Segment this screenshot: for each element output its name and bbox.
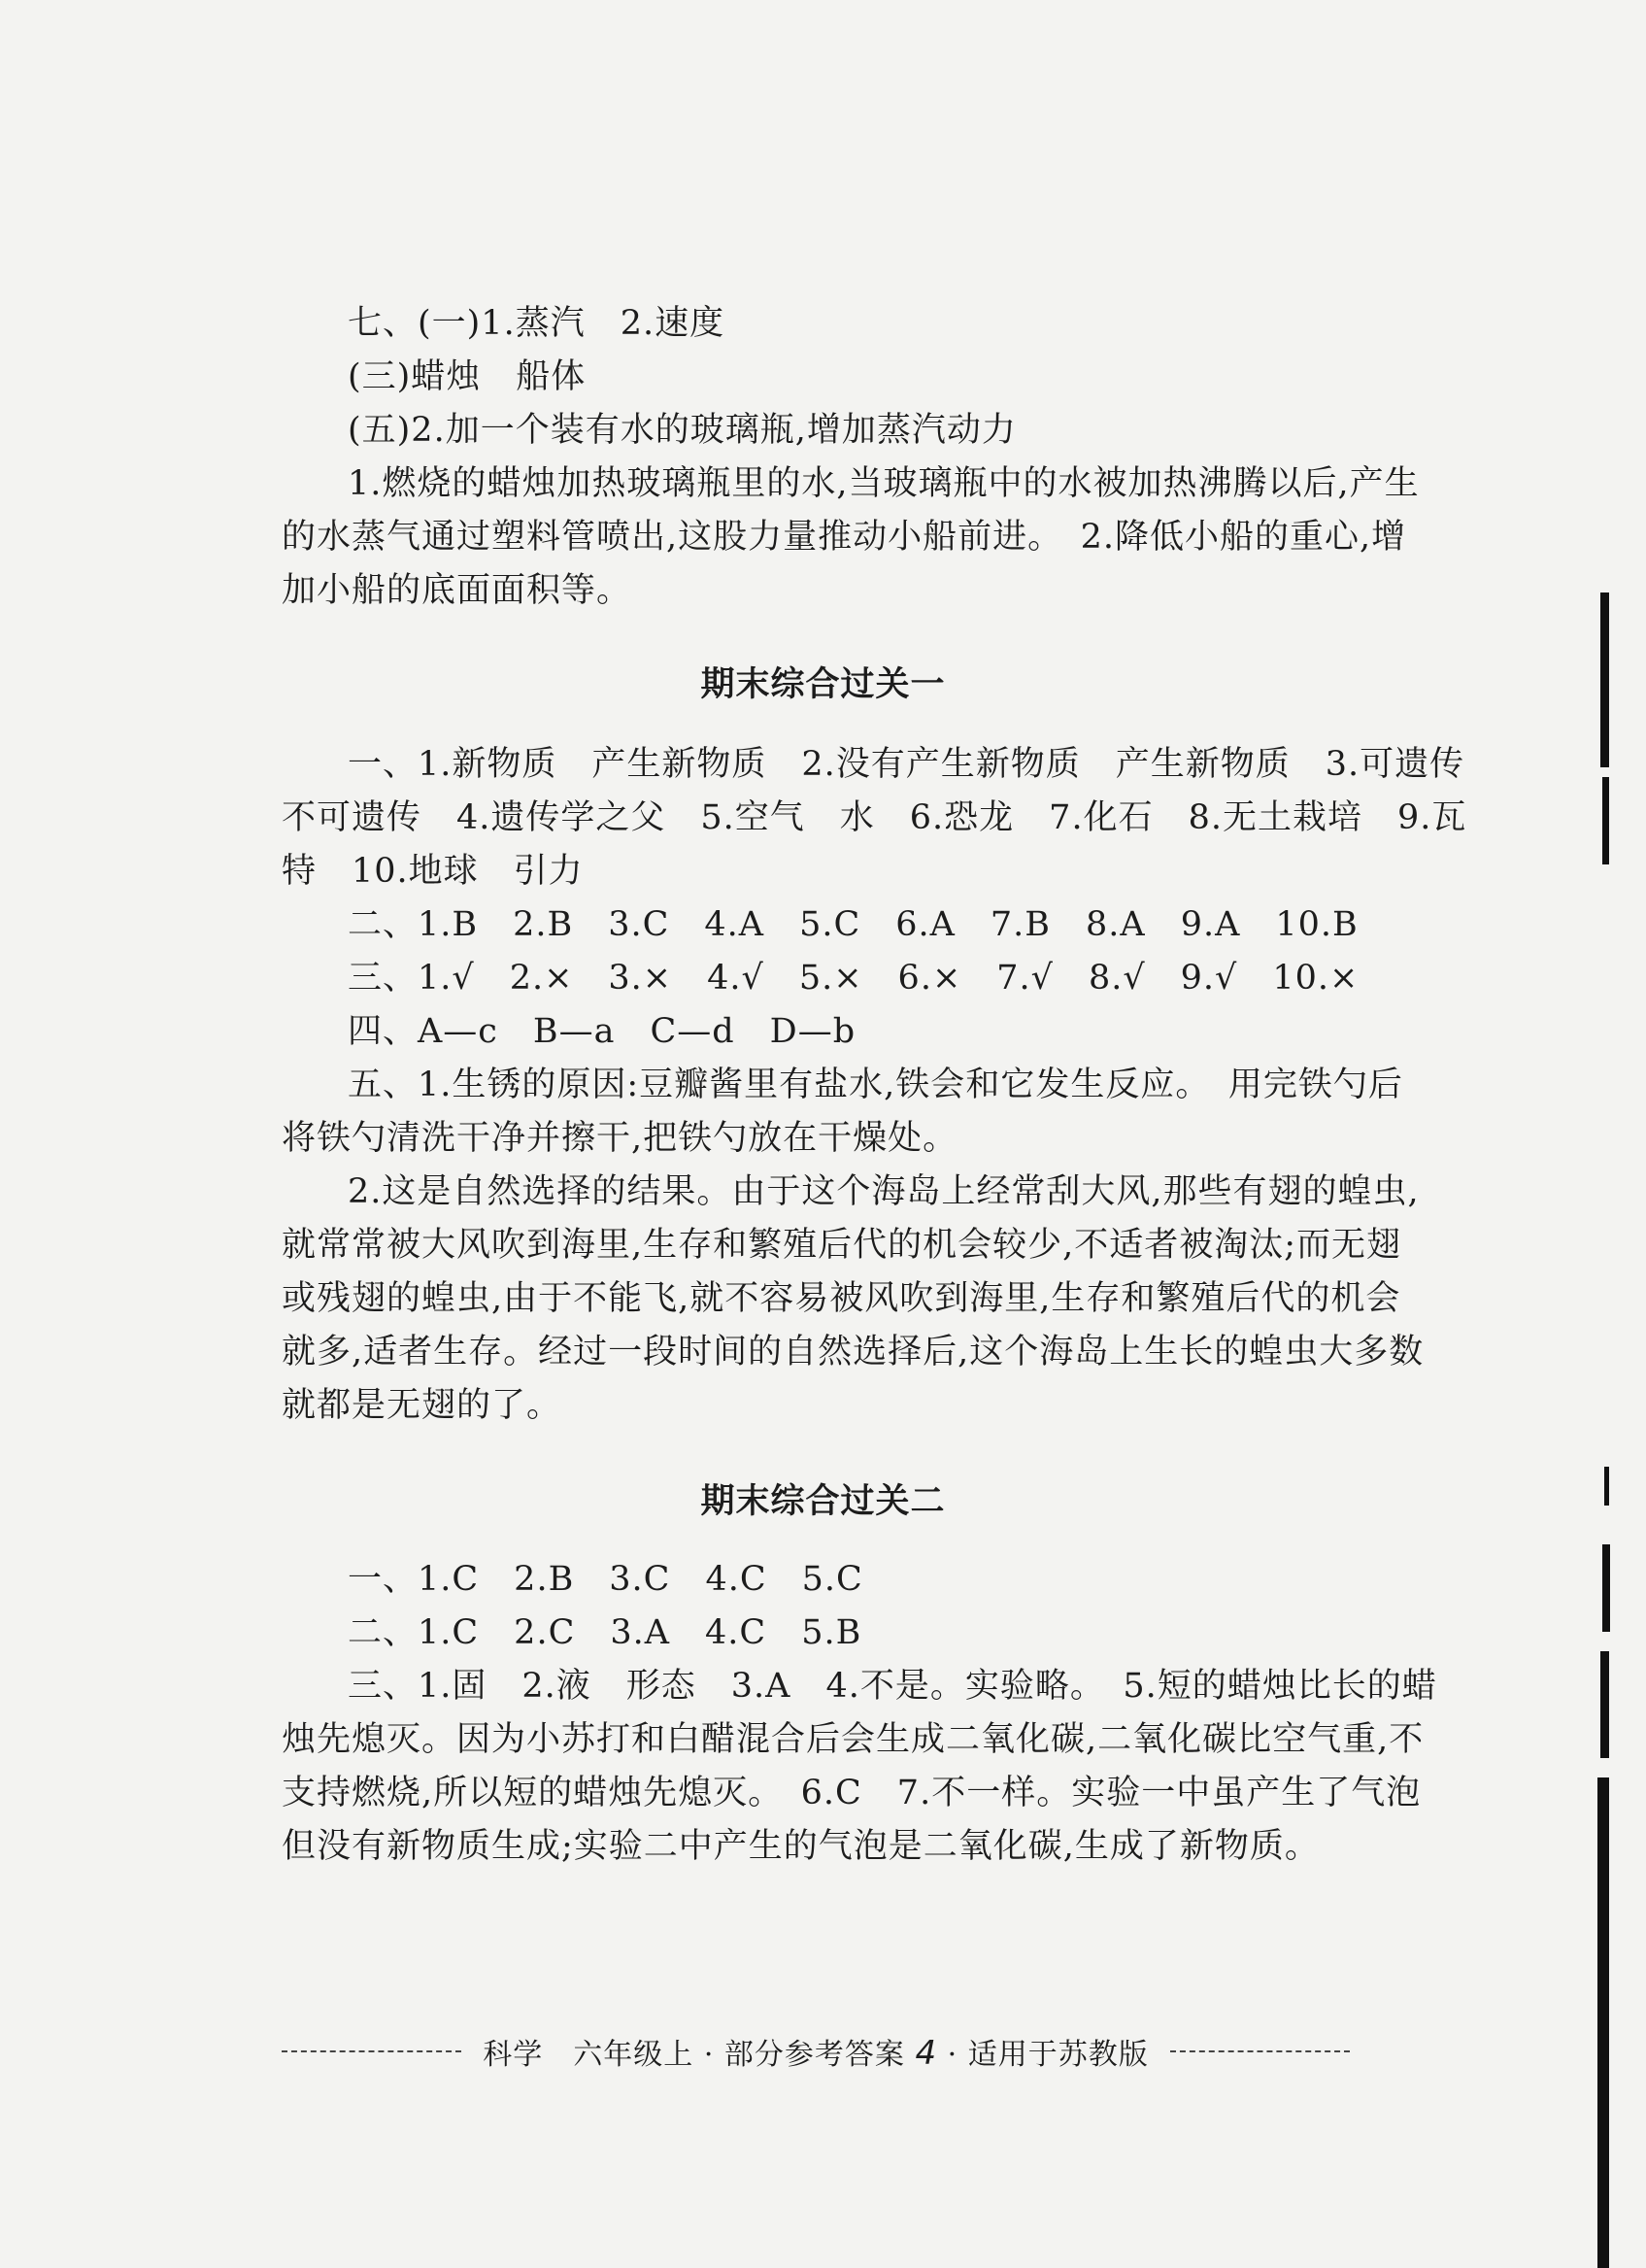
answer-line: 支持燃烧,所以短的蜡烛先熄灭。 6.C 7.不一样。实验一中虽产生了气泡	[282, 1774, 1422, 1812]
answer-line: 四、A—c B—a C—d D—b	[348, 1012, 857, 1051]
page-footer	[282, 2030, 1350, 2073]
answer-line: 烛先熄灭。因为小苏打和白醋混合后会生成二氧化碳,二氧化碳比空气重,不	[282, 1720, 1425, 1759]
answer-line: 一、1.新物质 产生新物质 2.没有产生新物质 产生新物质 3.可遗传	[348, 745, 1465, 784]
answer-line: 一、1.C 2.B 3.C 4.C 5.C	[348, 1560, 863, 1599]
answer-line: 2.这是自然选择的结果。由于这个海岛上经常刮大风,那些有翅的蝗虫,	[348, 1172, 1420, 1211]
scan-edge-mark	[1602, 777, 1609, 864]
answer-line: 将铁勺清洗干净并擦干,把铁勺放在干燥处。	[282, 1119, 958, 1158]
scan-edge-mark	[1604, 1467, 1609, 1506]
answer-line: 但没有新物质生成;实验二中产生的气泡是二氧化碳,生成了新物质。	[282, 1827, 1320, 1866]
answer-line: 七、(一)1.蒸汽 2.速度	[348, 304, 725, 343]
scan-edge-mark	[1597, 1777, 1609, 2268]
answer-line: 就多,适者生存。经过一段时间的自然选择后,这个海岛上生长的蝗虫大多数	[282, 1333, 1425, 1371]
footer-text	[461, 2030, 1169, 2073]
footer-rule-left	[282, 2050, 461, 2052]
answer-line: 三、1.√ 2.× 3.× 4.√ 5.× 6.× 7.√ 8.√ 9.√ 10.×	[348, 959, 1360, 998]
answer-line: 特 10.地球 引力	[282, 852, 584, 891]
section-title: 期末综合过关一	[700, 664, 946, 704]
answer-line: 加小船的底面面积等。	[282, 571, 632, 610]
footer-rule-right	[1170, 2050, 1350, 2052]
scan-edge-mark	[1600, 592, 1609, 767]
answer-line: 1.燃烧的蜡烛加热玻璃瓶里的水,当玻璃瓶中的水被加热沸腾以后,产生	[348, 464, 1420, 503]
answer-line: 就都是无翅的了。	[282, 1386, 562, 1425]
answer-line: (三)蜡烛 船体	[348, 357, 587, 396]
footer-subject: 科学 六年级上 · 部分参考答案	[483, 2038, 905, 2072]
scan-edge-mark	[1602, 1544, 1610, 1632]
footer-edition: · 适用于苏教版	[947, 2038, 1149, 2072]
answer-line: 或残翅的蝗虫,由于不能飞,就不容易被风吹到海里,生存和繁殖后代的机会	[282, 1279, 1401, 1318]
answer-line: 二、1.C 2.C 3.A 4.C 5.B	[348, 1613, 862, 1652]
page-number: 4	[915, 2034, 938, 2073]
answer-line: 五、1.生锈的原因:豆瓣酱里有盐水,铁会和它发生反应。 用完铁勺后	[348, 1066, 1403, 1104]
answer-line: 不可遗传 4.遗传学之父 5.空气 水 6.恐龙 7.化石 8.无土栽培 9.瓦	[282, 798, 1467, 837]
answer-line: 的水蒸气通过塑料管喷出,这股力量推动小船前进。 2.降低小船的重心,增	[282, 518, 1407, 557]
answer-line: 二、1.B 2.B 3.C 4.A 5.C 6.A 7.B 8.A 9.A 10.B	[348, 905, 1359, 944]
answer-line: 三、1.固 2.液 形态 3.A 4.不是。实验略。 5.短的蜡烛比长的蜡	[348, 1667, 1437, 1706]
scan-edge-mark	[1600, 1651, 1609, 1758]
answer-line: 就常常被大风吹到海里,生存和繁殖后代的机会较少,不适者被淘汰;而无翅	[282, 1226, 1402, 1265]
answer-line: (五)2.加一个装有水的玻璃瓶,增加蒸汽动力	[348, 411, 1017, 450]
section-title: 期末综合过关二	[700, 1481, 946, 1521]
